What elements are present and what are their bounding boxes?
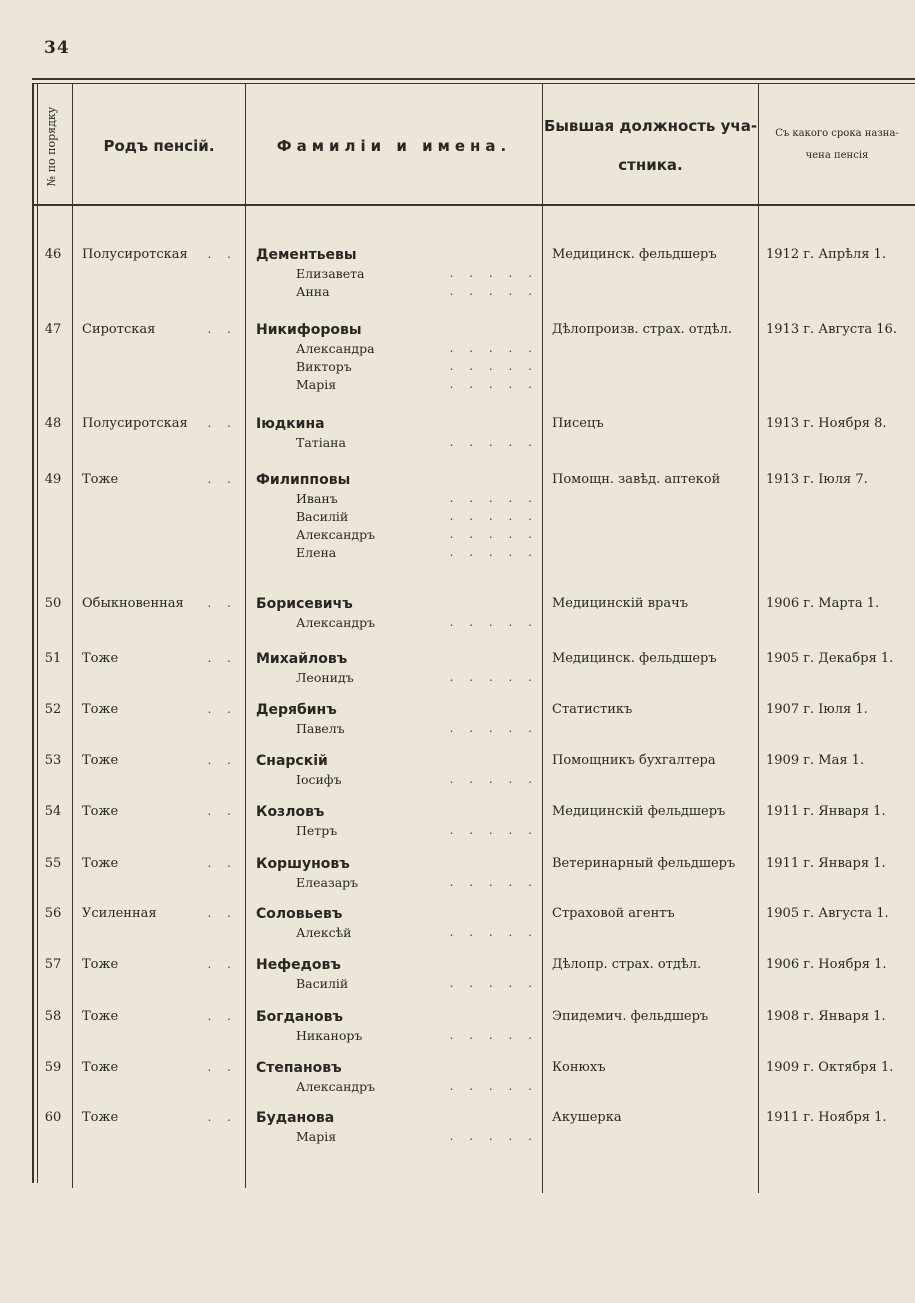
dot-leader: . . . . . — [449, 527, 538, 541]
dot-leader: . . — [207, 472, 237, 486]
former-position — [552, 472, 757, 487]
row-number: 54 — [44, 804, 62, 819]
pension-kind-label: Тоже — [82, 1060, 119, 1075]
given-name — [256, 266, 538, 284]
column-rule-names — [542, 83, 543, 1193]
pension-date: 1905 г. Августа 1. — [766, 906, 889, 921]
family-name: Богдановъ — [256, 1009, 344, 1025]
pension-date: 1906 г. Ноября 1. — [766, 957, 887, 972]
given-name-label: Павелъ — [296, 721, 345, 736]
given-name-label: Елеазаръ — [296, 875, 359, 890]
family-name: Коршуновъ — [256, 856, 350, 872]
pension-kind — [82, 416, 237, 431]
pension-kind-label: Тоже — [82, 702, 119, 717]
pension-kind-label: Полусиротская — [82, 416, 188, 431]
names-cell — [256, 247, 538, 302]
pension-kind — [82, 702, 237, 717]
family-name: Дементьевы — [256, 247, 357, 263]
family-name: Снарскій — [256, 753, 328, 769]
former-position-label: Писецъ — [552, 416, 604, 431]
row-number: 60 — [44, 1110, 62, 1125]
dot-leader: . . . . . — [449, 925, 538, 939]
row-number: 48 — [44, 416, 62, 431]
former-position — [552, 416, 757, 431]
given-name-label: Викторъ — [296, 359, 352, 374]
header-date — [759, 100, 915, 190]
pension-kind-label: Тоже — [82, 472, 119, 487]
family-name: Филипповы — [256, 472, 351, 488]
pension-date: 1911 г. Января 1. — [766, 804, 886, 819]
given-name-label: Марія — [296, 1129, 337, 1144]
pension-date: 1913 г. Ноября 8. — [766, 416, 887, 431]
former-position-label: Медицинскій врачъ — [552, 596, 688, 611]
former-position — [552, 1110, 757, 1125]
column-rule-left — [32, 83, 34, 1183]
given-name-label: Елизавета — [296, 266, 365, 281]
pension-kind — [82, 906, 237, 921]
pension-kind — [82, 247, 237, 262]
pension-date: 1913 г. Августа 16. — [766, 322, 897, 337]
given-name-label: Анна — [296, 284, 330, 299]
pension-kind-label: Обыкновенная — [82, 596, 184, 611]
table-top-rule-inner — [32, 83, 915, 84]
names-cell — [256, 804, 538, 841]
former-position-label: Статистикъ — [552, 702, 633, 717]
given-name-label: Александра — [296, 341, 375, 356]
former-position-label: Помощн. завѣд. аптекой — [552, 472, 721, 487]
dot-leader: . . . . . — [449, 670, 538, 684]
names-cell — [256, 1009, 538, 1046]
given-name-label: Леонидъ — [296, 670, 354, 685]
header-names — [246, 88, 542, 204]
former-position — [552, 1009, 757, 1024]
pension-kind — [82, 472, 237, 487]
former-position — [552, 322, 757, 337]
dot-leader: . . . . . — [449, 823, 538, 837]
dot-leader: . . . . . — [449, 1028, 538, 1042]
dot-leader: . . . . . — [449, 284, 538, 298]
pension-kind — [82, 957, 237, 972]
dot-leader: . . — [207, 702, 237, 716]
pension-kind — [82, 1009, 237, 1024]
header-kind — [73, 88, 245, 204]
names-cell — [256, 596, 538, 633]
dot-leader: . . . . . — [449, 545, 538, 559]
dot-leader: . . . . . — [449, 976, 538, 990]
row-number: 51 — [44, 651, 62, 666]
former-position — [552, 596, 757, 611]
given-name — [256, 823, 538, 841]
row-number: 55 — [44, 856, 62, 871]
given-name-label: Елена — [296, 545, 337, 560]
pension-date: 1907 г. Іюля 1. — [766, 702, 868, 717]
given-name — [256, 545, 538, 563]
dot-leader: . . . . . — [449, 615, 538, 629]
dot-leader: . . . . . — [449, 341, 538, 355]
dot-leader: . . — [207, 322, 237, 336]
former-position-label: Медицинск. фельдшеръ — [552, 247, 717, 262]
given-name-label: Александръ — [296, 527, 376, 542]
row-number: 46 — [44, 247, 62, 262]
given-name-label: Иванъ — [296, 491, 338, 506]
dot-leader: . . — [207, 596, 237, 610]
pension-kind — [82, 1110, 237, 1125]
dot-leader: . . . . . — [449, 377, 538, 391]
names-cell — [256, 472, 538, 563]
pension-kind-label: Тоже — [82, 804, 119, 819]
dot-leader: . . . . . — [449, 875, 538, 889]
dot-leader: . . — [207, 416, 237, 430]
former-position-label: Дѣлопроизв. страх. отдѣл. — [552, 322, 733, 337]
dot-leader: . . — [207, 957, 237, 971]
dot-leader: . . . . . — [449, 721, 538, 735]
header-position-line2: стника. — [618, 156, 683, 174]
former-position — [552, 906, 757, 921]
given-name — [256, 615, 538, 633]
names-cell — [256, 1110, 538, 1147]
given-name — [256, 341, 538, 359]
former-position-label: Медицинскій фельдшеръ — [552, 804, 726, 819]
pension-date: 1909 г. Мая 1. — [766, 753, 865, 768]
dot-leader: . . . . . — [449, 772, 538, 786]
header-date-line2: чена пенсія — [805, 150, 869, 161]
header-num-label: № по порядку — [45, 106, 59, 186]
dot-leader: . . . . . — [449, 491, 538, 505]
header-num — [32, 88, 72, 204]
header-date-line1: Съ какого срока назна- — [775, 128, 899, 139]
pension-kind-label: Тоже — [82, 651, 119, 666]
former-position — [552, 247, 757, 262]
former-position — [552, 702, 757, 717]
family-name: Нефедовъ — [256, 957, 341, 973]
given-name — [256, 359, 538, 377]
row-number: 57 — [44, 957, 62, 972]
family-name: Козловъ — [256, 804, 325, 820]
pension-kind-label: Тоже — [82, 753, 119, 768]
given-name — [256, 377, 538, 395]
column-rule-kind — [245, 83, 246, 1188]
given-name-label: Татіана — [296, 435, 346, 450]
dot-leader: . . . . . — [449, 359, 538, 373]
names-cell — [256, 906, 538, 943]
names-cell — [256, 957, 538, 994]
header-names-label: Фамиліи и имена. — [276, 137, 512, 155]
given-name-label: Никаноръ — [296, 1028, 363, 1043]
former-position-label: Медицинск. фельдшеръ — [552, 651, 717, 666]
pension-kind-label: Усиленная — [82, 906, 157, 921]
given-name — [256, 527, 538, 545]
dot-leader: . . . . . — [449, 435, 538, 449]
family-name: Михайловъ — [256, 651, 348, 667]
given-name — [256, 925, 538, 943]
pension-kind-label: Тоже — [82, 1110, 119, 1125]
former-position — [552, 1060, 757, 1075]
given-name — [256, 1079, 538, 1097]
dot-leader: . . . . . — [449, 1079, 538, 1093]
family-name: Соловьевъ — [256, 906, 343, 922]
dot-leader: . . . . . — [449, 1129, 538, 1143]
given-name — [256, 875, 538, 893]
given-name-label: Василій — [296, 509, 349, 524]
header-position — [543, 92, 758, 200]
given-name-label: Іосифъ — [296, 772, 342, 787]
given-name — [256, 435, 538, 453]
former-position-label: Акушерка — [552, 1110, 622, 1125]
given-name-label: Александръ — [296, 1079, 376, 1094]
family-name: Дерябинъ — [256, 702, 337, 718]
pension-date: 1908 г. Января 1. — [766, 1009, 886, 1024]
dot-leader: . . — [207, 247, 237, 261]
row-number: 59 — [44, 1060, 62, 1075]
given-name — [256, 976, 538, 994]
given-name — [256, 772, 538, 790]
given-name — [256, 491, 538, 509]
pension-date: 1906 г. Марта 1. — [766, 596, 880, 611]
pension-kind-label: Тоже — [82, 1009, 119, 1024]
pension-kind — [82, 651, 237, 666]
pension-kind — [82, 856, 237, 871]
pension-date: 1911 г. Января 1. — [766, 856, 886, 871]
former-position-label: Ветеринарный фельдшеръ — [552, 856, 736, 871]
former-position — [552, 753, 757, 768]
names-cell — [256, 322, 538, 395]
names-cell — [256, 651, 538, 688]
pension-kind — [82, 322, 237, 337]
names-cell — [256, 753, 538, 790]
pension-kind-label: Тоже — [82, 856, 119, 871]
dot-leader: . . . . . — [449, 266, 538, 280]
former-position-label: Помощникъ бухгалтера — [552, 753, 716, 768]
former-position — [552, 856, 757, 871]
pension-kind — [82, 1060, 237, 1075]
header-position-line1: Бывшая должность уча- — [543, 117, 758, 135]
names-cell — [256, 856, 538, 893]
given-name — [256, 509, 538, 527]
dot-leader: . . — [207, 856, 237, 870]
former-position-label: Конюхъ — [552, 1060, 606, 1075]
pension-kind — [82, 596, 237, 611]
row-number: 58 — [44, 1009, 62, 1024]
given-name-label: Петръ — [296, 823, 338, 838]
family-name: Степановъ — [256, 1060, 342, 1076]
given-name-label: Василій — [296, 976, 349, 991]
pension-kind-label: Сиротская — [82, 322, 156, 337]
pension-kind — [82, 753, 237, 768]
former-position — [552, 804, 757, 819]
pension-date: 1911 г. Ноября 1. — [766, 1110, 887, 1125]
column-rule-position — [758, 83, 759, 1193]
given-name-label: Алексѣй — [296, 925, 352, 940]
former-position-label: Страховой агентъ — [552, 906, 675, 921]
dot-leader: . . — [207, 1009, 237, 1023]
names-cell — [256, 416, 538, 453]
names-cell — [256, 702, 538, 739]
names-cell — [256, 1060, 538, 1097]
pension-date: 1912 г. Апрѣля 1. — [766, 247, 886, 262]
given-name — [256, 284, 538, 302]
dot-leader: . . — [207, 753, 237, 767]
pension-kind-label: Тоже — [82, 957, 119, 972]
given-name — [256, 721, 538, 739]
row-number: 53 — [44, 753, 62, 768]
pension-kind — [82, 804, 237, 819]
former-position — [552, 957, 757, 972]
pension-date: 1905 г. Декабря 1. — [766, 651, 894, 666]
pension-kind-label: Полусиротская — [82, 247, 188, 262]
dot-leader: . . — [207, 906, 237, 920]
former-position — [552, 651, 757, 666]
family-name: Буданова — [256, 1110, 335, 1126]
header-kind-label: Родъ пенсій. — [103, 137, 215, 155]
former-position-label: Дѣлопр. страх. отдѣл. — [552, 957, 702, 972]
row-number: 47 — [44, 322, 62, 337]
row-number: 49 — [44, 472, 62, 487]
former-position-label: Эпидемич. фельдшеръ — [552, 1009, 709, 1024]
family-name: Іюдкина — [256, 416, 325, 432]
pension-date: 1913 г. Іюля 7. — [766, 472, 868, 487]
given-name — [256, 670, 538, 688]
table-top-rule — [32, 78, 915, 80]
row-number: 52 — [44, 702, 62, 717]
given-name-label: Александръ — [296, 615, 376, 630]
dot-leader: . . — [207, 651, 237, 665]
given-name-label: Марія — [296, 377, 337, 392]
family-name: Борисевичъ — [256, 596, 353, 612]
row-number: 56 — [44, 906, 62, 921]
given-name — [256, 1028, 538, 1046]
given-name — [256, 1129, 538, 1147]
column-rule-num — [72, 83, 73, 1188]
row-number: 50 — [44, 596, 62, 611]
dot-leader: . . — [207, 1110, 237, 1124]
page-number: 34 — [44, 38, 70, 58]
dot-leader: . . — [207, 804, 237, 818]
dot-leader: . . — [207, 1060, 237, 1074]
header-bottom-rule — [32, 204, 915, 206]
pension-date: 1909 г. Октября 1. — [766, 1060, 894, 1075]
dot-leader: . . . . . — [449, 509, 538, 523]
family-name: Никифоровы — [256, 322, 362, 338]
